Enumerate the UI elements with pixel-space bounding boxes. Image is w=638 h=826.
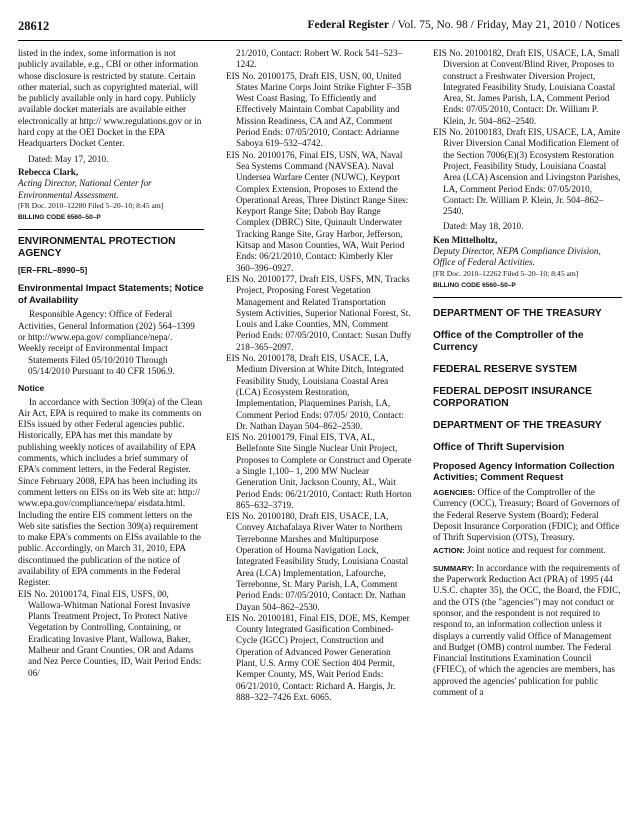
agency-heading: ENVIRONMENTAL PROTECTION AGENCY bbox=[18, 236, 176, 260]
column-1 bbox=[18, 48, 204, 679]
notice-body: In accordance with Section 309(a) of the Clean Air Act, EPA is required to make its comments on EISs issued by other Federal agencies public. Historically, EPA has met this mandate by publishing weekly notices of availability of EPA comments, which includes a brief summary of EPA's comment letters, in the Federal Register. Since February 2008, EPA has been including its comment letters on EISs on its Web site at: http:// www.epa.gov/compliance/nepa/ eisdata.html. Including the entire EIS comment letters on the Web site satisfies the Section 309(a) requirement to make EPA's comments on EISs available to the public. Accordingly, on March 31, 2010, EPA discontinued the publication of the notice of availability of EPA comments in the Federal Register. bbox=[18, 396, 203, 588]
dated-line: Dated: May 18, 2010. bbox=[443, 221, 524, 232]
publication-name: Federal Register bbox=[307, 19, 389, 31]
eis-entry: EIS No. 20100174, Final EIS, USFS, 00, Wallowa-Whitman National Forest Invasive Plants Treatment Project, To Protect Native Vegetation by Controlling, Containing, or Eradicating Invasive Plant, Wallowa, Baker, Malheur and Grant Counties, OR and Adams and Nez Perce Counties, ID, Wait Period Ends: 06/ bbox=[18, 588, 202, 678]
action-label: ACTION: bbox=[433, 546, 465, 556]
action-text: Joint notice and request for comment. bbox=[464, 545, 606, 556]
eis-entry: EIS No. 20100179, Final EIS, TVA, AL, Bellefonte Site Single Nuclear Unit Project, Proposes to Complete or Construct and Operate a Single 1,100– 1, 200 MW Nuclear Generation Unit, Jackson County, AL, Wait Period Ends: 06/21/2010, Contact: Ruth Horton 865–632–3719. bbox=[226, 432, 412, 510]
subject-heading: Proposed Agency Information Collection Activities; Comment Request bbox=[433, 459, 615, 483]
eis-entry: EIS No. 20100176, Final EIS, USN, WA, Naval Sea Systems Command (NAVSEA). Naval Undersea Warfare Center (NUWC), Keyport Complex Extension, Proposes to Extend the Operational Areas, Three Distinct Range Sites: Keyport Range Site; Dabob Bay Range Complex (DBRC) Site, Quinault Underwater Tracking Range Site, Gray Harbor, Jefferson, Kitsap and Mason Counties, WA, Wait Period Ends: 06/21/2010, Contact: Kimberly Kler 360–396–0927. bbox=[226, 149, 409, 273]
page-header bbox=[18, 18, 622, 41]
billing-code: BILLING CODE 6560–50–P bbox=[433, 281, 516, 289]
page-number: 28612 bbox=[18, 19, 50, 33]
agencies-text: Office of the Comptroller of the Currency (OCC), Treasury; Board of Governors of the Federal Reserve System (Board); Federal Deposit Insurance Corporation (FDIC); and Office of Thrift Supervision (OTS), Treasury. bbox=[433, 486, 620, 543]
docket-number: [ER–FRL–8990–5] bbox=[18, 266, 88, 276]
billing-code: BILLING CODE 6560–50–P bbox=[18, 213, 101, 221]
intro-paragraph: listed in the index, some information is not publicly available, e.g., CBI or other information whose disclosure is restricted by statute. Certain other material, such as copyrighted material, will be publicly available only in hard copy. Publicly available docket materials are available either electronically at http:// www.regulations.gov or in hard copy at the OEI Docket in the EPA Headquarters Docket Center. bbox=[18, 48, 202, 149]
signer-name: Rebecca Clark, bbox=[18, 166, 79, 177]
subject-heading: Environmental Impact Statements; Notice of Availability bbox=[18, 282, 204, 305]
signer-title: Acting Director, National Center for Environmental Assessment. bbox=[18, 178, 152, 200]
running-head bbox=[308, 19, 620, 31]
section-divider bbox=[18, 229, 204, 230]
dated-line: Dated: May 17, 2010. bbox=[28, 153, 109, 164]
signer-title: Deputy Director, NEPA Compliance Division, Office of Federal Activities. bbox=[433, 246, 601, 268]
summary-text: In accordance with the requirements of the Paperwork Reduction Act (PRA) of 1995 (44 U.S.C. chapter 35), the OCC, the Board, the FDIC, and the OTS (the "agencies") may not conduct or sponsor, and the respondent is not required to respond to, an information collection unless it displays a currently valid Office of Management and Budget (OMB) control number. The Federal Financial Institutions Examination Council (FFIEC), of which the agencies are members, has approved the agencies' publication for public comment of a bbox=[433, 562, 621, 697]
summary-label: SUMMARY: bbox=[433, 563, 474, 573]
fr-doc-line: [FR Doc. 2010–12262 Filed 5–20–10; 8:45 am] bbox=[433, 268, 579, 278]
summary-paragraph bbox=[433, 563, 622, 699]
section-divider bbox=[433, 297, 622, 298]
eis-entry-continued: 21/2010, Contact: Robert W. Rock 541–523–1242. bbox=[236, 48, 403, 70]
eis-entry: EIS No. 20100180, Draft EIS, USACE, LA, Convey Atchafalaya River Water to Northern Terrebonne Marshes and Multipurpose Operation of Houma Navigation Lock, Integrated Feasibility Study, Louisiana Coastal Area (LCA) Implementation, Lafourche, Terrebonne, St. Mary Parish, LA, Comment Period Ends: 07/05/2010, Contact: Dr. Nathan Dayan 504–862–2530. bbox=[226, 511, 409, 612]
responsible-agency: Responsible Agency: Office of Federal Activities, General Information (202) 564–1399 or http://www.epa.gov/ compliance/nepa/. bbox=[18, 309, 195, 343]
agency-heading: DEPARTMENT OF THE TREASURY bbox=[433, 419, 602, 431]
action-paragraph bbox=[433, 545, 622, 556]
eis-entry: EIS No. 20100183, Draft EIS, USACE, LA, Amite River Diversion Canal Modification Element of the Section 7006(E)(3) Ecosystem Restoration Project, Feasibility Study, Louisiana Coastal Area (LCA) Ascension and Livingston Parishes, LA, Comment Period Ends: 07/05/2010, Contact: Dr. William P. Klein, Jr. 504–862–2540. bbox=[433, 127, 621, 217]
issue-details: / Vol. 75, No. 98 / Friday, May 21, 2010 / Notices bbox=[388, 19, 620, 31]
eis-entry: EIS No. 20100175, Draft EIS, USN, 00, United States Marine Corps Joint Strike Fighter F–35B West Coast Basing, To Efficiently and Effectively Maintain Combat Capability and Mission Readiness, CA and AZ, Comment Period Ends: 07/05/2010, Contact: Adrianne Saboya 619–532–4742. bbox=[226, 70, 412, 149]
agency-subheading: Office of Thrift Supervision bbox=[433, 441, 565, 453]
weekly-receipt: Weekly receipt of Environmental Impact Statements Filed 05/10/2010 Through 05/14/2010 Pursuant to 40 CFR 1506.9. bbox=[18, 343, 175, 376]
signer-name: Ken Mittelholtz, bbox=[433, 234, 498, 245]
eis-entry: EIS No. 20100177, Draft EIS, USFS, MN, Tracks Project, Proposing Forest Vegetation Management and Related Transportation System Activities, Superior National Forest, St. Louis and Lake Counties, MN, Comment Period Ends: 07/05/2010, Contact: Susan Duffy 218–365–2097. bbox=[226, 273, 412, 352]
agency-heading: FEDERAL DEPOSIT INSURANCE CORPORATION bbox=[433, 385, 592, 409]
eis-entry: EIS No. 20100182, Draft EIS, USACE, LA, Small Diversion at Convent/Blind River, Proposes to construct a Freshwater Diversion Project, Integrated Feasibility Study, Louisiana Coastal Area, St. James Parish, LA, Comment Period Ends: 07/05/2010, Contact: Dr. William P. Klein, Jr. 504–862–2540. bbox=[433, 48, 620, 126]
eis-entry: EIS No. 20100178, Draft EIS, USACE, LA, Medium Diversion at White Ditch, Integrated Feasibility Study, Louisiana Coastal Area (LCA) Ecosystem Restoration, Implementation, Plaquemines Parish, LA, Comment Period Ends: 07/05/ 2010, Contact: Dr. Nathan Dayan 504–862–2530. bbox=[226, 353, 404, 431]
column-3 bbox=[433, 48, 622, 698]
agency-subheading: Office of the Comptroller of the Currency bbox=[433, 329, 584, 353]
agencies-label: AGENCIES: bbox=[433, 487, 476, 497]
agency-heading: FEDERAL RESERVE SYSTEM bbox=[433, 363, 577, 375]
column-2 bbox=[226, 48, 412, 703]
eis-entry: EIS No. 20100181, Final EIS, DOE, MS, Kemper County Integrated Gasification Combined-Cycle (IGCC) Project, Construction and Operation of Advanced Power Generation Plant, U.S. Army COE Section 404 Permit, Kemper County, MS, Wait Period Ends: 06/21/2010, Contact: Richard A. Hargis, Jr. 888–322–7426 Ext. 6065. bbox=[226, 612, 410, 702]
agency-heading: DEPARTMENT OF THE TREASURY bbox=[433, 307, 602, 319]
fr-doc-line: [FR Doc. 2010–12280 Filed 5–20–10; 8:45 am] bbox=[18, 200, 164, 210]
notice-heading: Notice bbox=[18, 383, 45, 394]
agencies-paragraph bbox=[433, 487, 622, 543]
